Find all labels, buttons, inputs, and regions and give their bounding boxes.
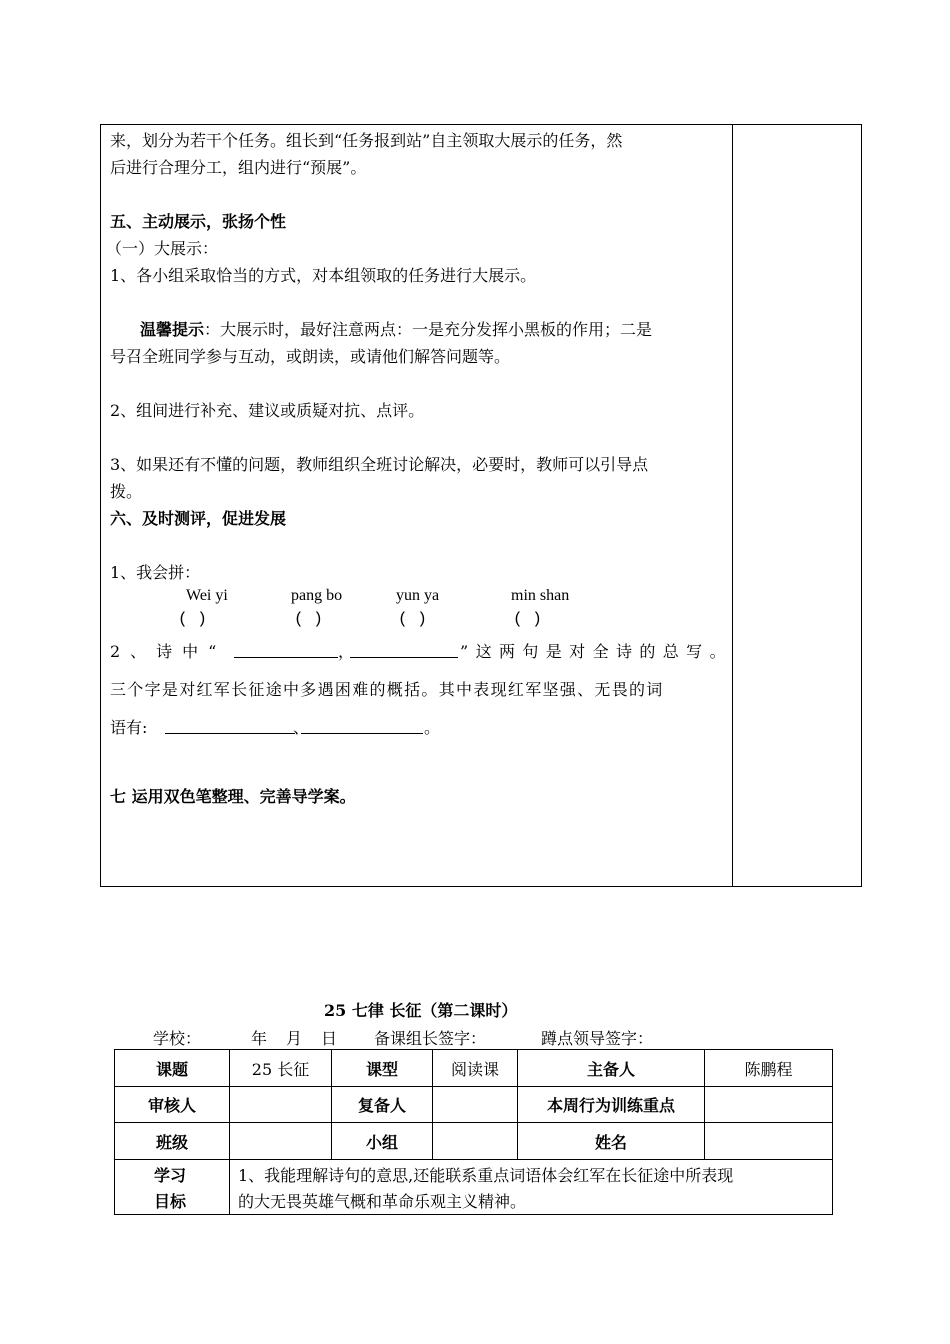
tip-line-2: 号召全班同学参与互动，或朗读，或请他们解答问题等。 [110,347,511,366]
question-2-end: 。 [424,718,441,737]
label-main-preparer: 主备人 [586,1059,635,1079]
section-7-heading: 七 运用双色笔整理、完善导学案。 [110,787,356,806]
value-weekly-focus[interactable] [705,1087,832,1122]
meta-group-leader: 备课组长签字： [374,1029,487,1048]
meta-year: 年 [251,1029,268,1048]
pinyin-3: yun ya [396,587,440,604]
question-2-comma: ， [338,642,355,661]
answer-blank[interactable] [234,657,338,658]
answer-paren-2: ( ) [294,610,323,628]
label-weekly-focus: 本周行为训练重点 [546,1096,675,1115]
value-reviewer[interactable] [230,1087,331,1122]
answer-paren-3: ( ) [398,610,427,628]
question-2-line-2: 三个字是对红军长征途中多遇困难的概括。其中表现红军坚强、无畏的词 [110,680,664,699]
label-goal-2: 目标 [154,1192,187,1211]
question-2-suffix: ”这两句是对全诗的总写。 [460,642,733,661]
value-main-preparer: 陈鹏程 [744,1059,793,1079]
pinyin-1: Wei yi [186,587,228,604]
label-name: 姓名 [594,1132,627,1152]
meta-supervisor: 蹲点领导签字： [541,1029,654,1048]
label-topic: 课题 [155,1059,188,1079]
label-goal-1: 学习 [154,1166,187,1185]
meta-day: 日 [321,1029,338,1048]
meta-month: 月 [286,1029,303,1048]
tip-line [140,317,652,340]
value-topic: 25 长征 [251,1059,310,1079]
item-3: 3、如果还有不懂的问题，教师组织全班讨论解决，必要时，教师可以引导点 [110,455,649,474]
pinyin-4: min shan [511,587,570,604]
section-6-heading: 六、及时测评，促进发展 [110,509,287,528]
label-reviewer: 审核人 [147,1096,196,1115]
item-1: 1、各小组采取恰当的方式，对本组领取的任务进行大展示。 [110,266,537,285]
subheading: （一）大展示： [106,239,219,258]
answer-paren-1: ( ) [178,610,207,628]
item-2: 2、组间进行补充、建议或质疑对抗、点评。 [110,401,425,420]
answer-blank[interactable] [165,733,295,734]
label-co-preparer: 复备人 [357,1096,406,1115]
question-2-sep: 、 [293,718,310,737]
tip-label: 温馨提示 [140,320,205,339]
value-group[interactable] [433,1123,517,1159]
value-class[interactable] [230,1123,331,1159]
tip-text: ：大展示时，最好注意两点：一是充分发挥小黑板的作用；二是 [204,320,653,339]
label-group: 小组 [365,1132,398,1152]
answer-blank[interactable] [350,657,458,658]
question-2-prefix: 2、诗中“ [110,642,227,661]
lesson-title: 25 七律 长征（第二课时） [324,1001,518,1020]
meta-school: 学校： [153,1029,202,1048]
label-lesson-type: 课型 [365,1059,398,1079]
goal-text-1: 1、我能理解诗句的意思,还能联系重点词语体会红军在长征途中所表现 [238,1166,734,1185]
label-class: 班级 [155,1132,188,1152]
question-1: 1、我会拼： [110,563,201,582]
text-line: 来，划分为若干个任务。组长到“任务报到站”自主领取大展示的任务，然 [110,131,623,150]
pinyin-2: pang bo [291,587,343,604]
text-line: 后进行合理分工，组内进行“预展”。 [110,158,367,177]
item-3-cont: 拨。 [110,482,143,501]
value-lesson-type: 阅读课 [450,1059,499,1079]
value-co-preparer[interactable] [433,1087,517,1122]
lesson-table-divider [732,124,733,887]
answer-paren-4: ( ) [513,610,542,628]
value-name[interactable] [705,1123,832,1159]
answer-blank[interactable] [301,733,423,734]
goal-text-2: 的大无畏英雄气概和革命乐观主义精神。 [238,1192,527,1211]
row-divider [114,1159,833,1160]
section-5-heading: 五、主动展示，张扬个性 [110,212,287,231]
question-2-line-3: 语有: [110,718,148,737]
